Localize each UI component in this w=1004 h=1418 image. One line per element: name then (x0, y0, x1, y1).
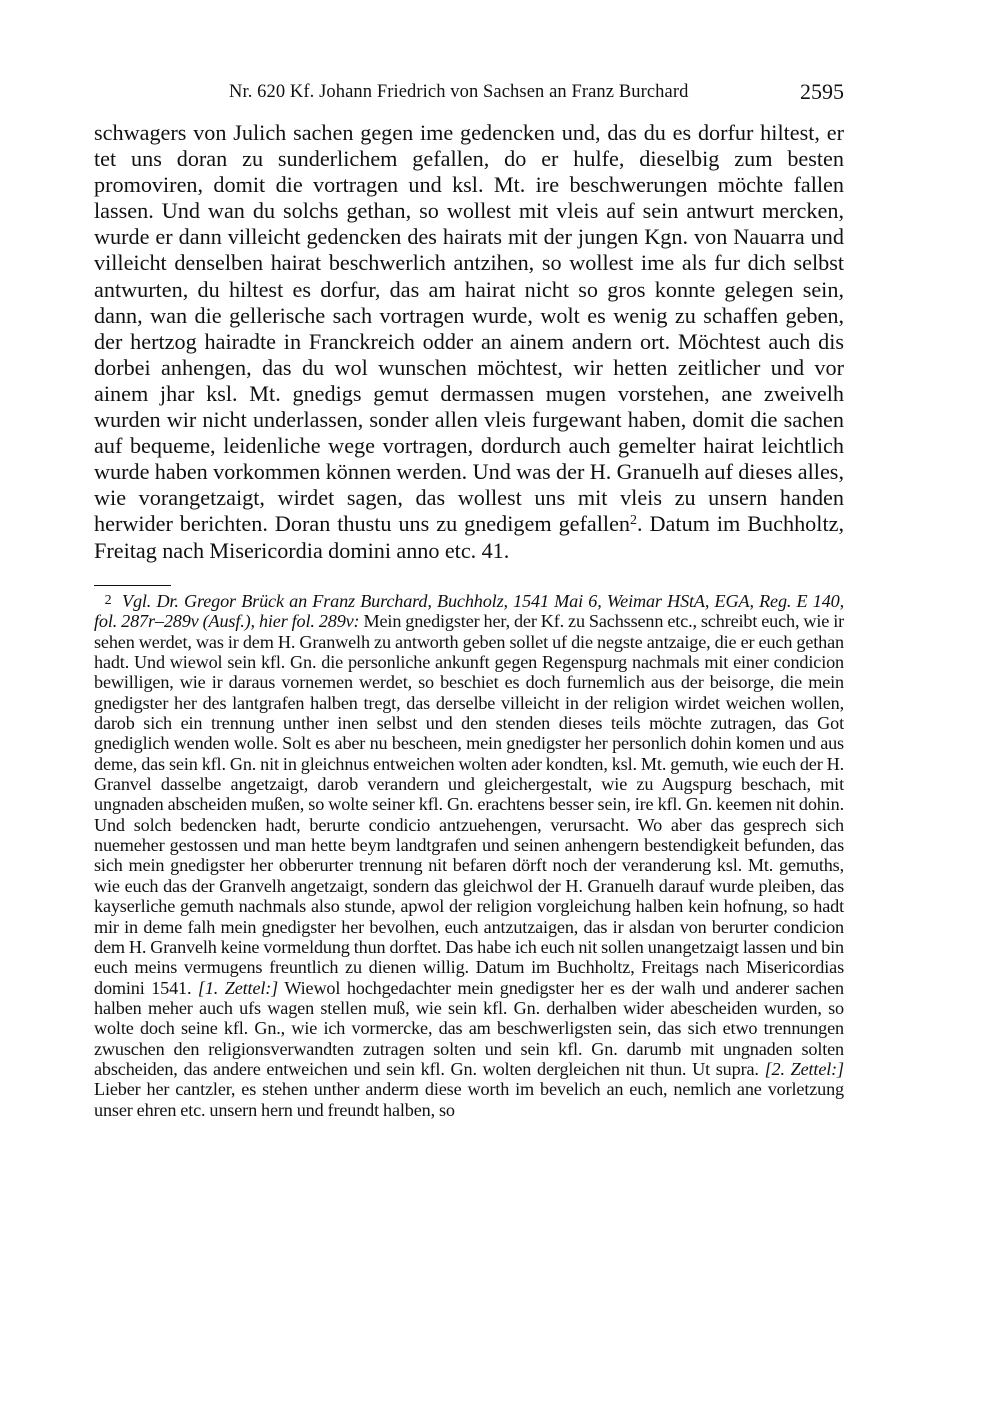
page-number: 2595 (800, 79, 844, 104)
main-text (94, 120, 844, 564)
footnote-source: Vgl. Dr. Gregor Brück an Franz Burchard, Buchholz, 1541 Mai 6, Weimar HStA, EGA, Reg. E 140, fol. 287r–289v (Ausf.), hier fol. 289v: (94, 591, 844, 632)
main-text-paragraph: schwagers von Julich sachen gegen ime gedencken und, das du es dorfur hiltest, er tet uns doran zu sunderlichem gefallen, do er hulfe, dieselbig zum besten promoviren, domit die vortragen und ksl. Mt. ire beschwerungen möchte fallen lassen. Und wan du solchs gethan, so wollest mit vleis auf sein antwurt mercken, wurde er dann villeicht gedencken des hairats mit der jungen Kgn. von Nauarra und villeicht denselben hairat beschwerlich antzihen, so wollest ime als fur dich selbst antwurten, du hiltest es dorfur, das am hairat nicht so gros konnte gelegen sein, dann, wan die gellerische sach vortragen wurde, wolt es wenig zu schaffen geben, der hertzog hairadte in Franckreich odder an ainem andern ort. Möchtest auch dis dorbei anhengen, das du wol wunschen möchtest, wir hetten zeitlicher und vor ainem jhar ksl. Mt. gnedigs gemut dermassen mugen vorstehen, ane zweivelh wurden wir nicht underlassen, sonder allen vleis furgewant haben, domit die sachen auf bequeme, leidenliche wege vortragen, dordurch auch gemelter hairat leichtlich wurde haben vorkommen können werden. Und was der H. Granuelh auf dieses alles, wie vorangetzaigt, wirdet sagen, das wollest uns mit vleis zu unsern handen herwider berichten. Doran thustu uns zu gnedigem gefallen (94, 120, 844, 537)
zettel-1-label: [1. Zettel:] (197, 977, 279, 998)
footnote-text-2: Wiewol hochgedachter mein gnedigster her es der walh und anderer sachen halben meher auch ufs wagen stellen muß, wie sein kfl. Gn. derhalben wider abescheiden wurden, so wolte doch seine kfl. Gn., wie ich vormercke, das am beschwerligsten sein, das sich etwo trennungen zwuschen den religionsverwandten zutragen solten und sein kfl. Gn. darumb mit ungnaden solten abscheiden, das andere entweichen und sein kfl. Gn. wolten dergleichen nit thun. Ut supra. (94, 977, 844, 1079)
zettel-2-label: [2. Zettel:] (764, 1058, 844, 1079)
running-head: Nr. 620 Kf. Johann Friedrich von Sachsen an Franz Burchard (229, 82, 689, 102)
main-text-closing: . Datum im Buchholtz, Freitag nach Misericordia domini anno etc. 41. (94, 511, 844, 563)
footnote (94, 591, 844, 1120)
footnote-separator (94, 585, 171, 586)
footnote-text-1: Mein gnedigster her, der Kf. zu Sachssenn etc., schreibt euch, wie ir sehen werdet, was ir dem H. Granwelh zu antworth geben sollet uf die negste antzaige, die er euch gethan hadt. Und wiewol sein kfl. Gn. die personliche ankunft gegen Regenspurg nachmals mit einer condicion bewilligen, wie ir daraus vornemen werdet, so beschiet es doch furnemlich aus der beisorge, die mein gnedigster her des lantgrafen halben tregt, das derselbe villeicht in der religion wirdet weichen wollen, darob sich ein trennung unther inen selbst und den stenden dieses teils möchte zutragen, das Got gnediglich wenden wolle. Solt es aber nu bescheen, mein gnedigster her personlich dohin komen und aus deme, das sein kfl. Gn. nit in gleichnus entweichen wolten ader kondten, ksl. Mt. gemuth, wie euch der H. Granvel dasselbe angetzaigt, darob verandern und gleichergestalt, wie zu Augspurg beschach, mit ungnaden abscheiden mußen, so wolte seiner kfl. Gn. erachtens besser sein, ire kfl. Gn. keemen nit dohin. Und solch bedencken hadt, berurte condicio antzuehengen, verursacht. Wo aber das gesprech sich nuemeher gestossen und man hette beym landtgrafen und seinen anhengern bestendigkeit befunden, das sich mein gnedigster her obberurter trennung nit befaren dörft noch der veranderung ksl. Mt. gemuths, wie euch das der Granvelh angetzaigt, sondern das gleichwol der H. Granuelh darauf wurde pleiben, das kayserliche gemuth nachmals also stunde, apwol der religion vorgleichung halben kein hofnung, so hadt mir in deme falh mein gnedigster her bevolhen, euch antzutzaigen, das ir alsdan von berurter condicion dem H. Granvelh keine vormeldung thun dorftet. Das habe ich euch nit sollen unangetzaigt lassen und bin euch meins vermugens freuntlich zu dienen willig. Datum im Buchholtz, Freitags nach Misericordias domini 1541. (94, 611, 845, 998)
footnote-reference: 2 (630, 513, 638, 529)
page-header (94, 80, 844, 108)
footnote-number: 2 (104, 593, 112, 608)
footnote-text-3: Lieber her cantzler, es stehen unther anderm diese worth im bevelich an euch, nemlich ane vorletzung unser ehren etc. unsern hern und freundt halben, so (94, 1079, 844, 1120)
